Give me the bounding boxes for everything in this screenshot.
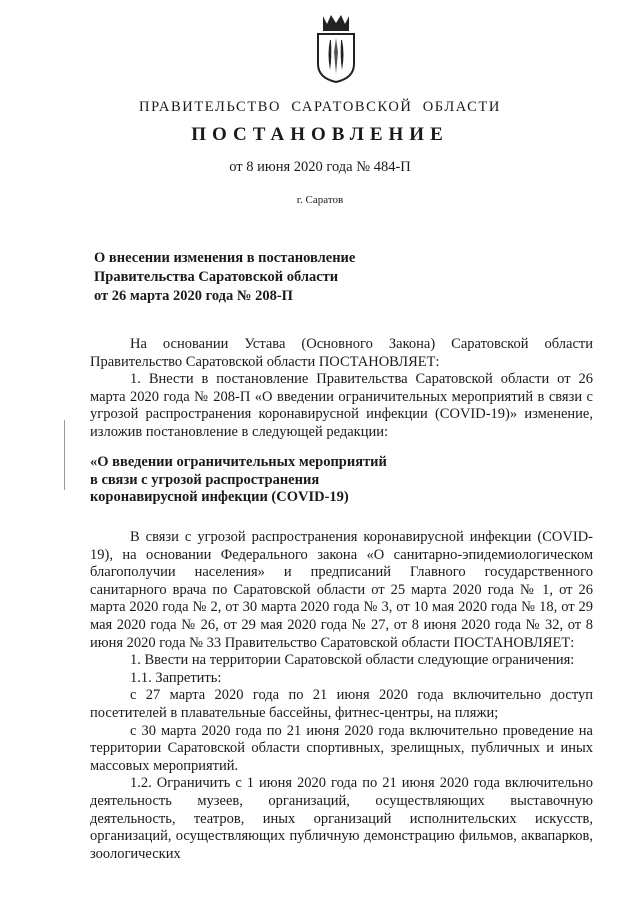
inner-title-line: в связи с угрозой распространения	[90, 471, 320, 488]
coat-of-arms-icon	[313, 12, 359, 84]
inner-title-line: «О введении ограничительных мероприятий	[90, 454, 387, 470]
main-text-block	[90, 529, 593, 863]
paragraph: На основании Устава (Основного Закона) Саратовской области Правительство Саратовской области ПОСТАНОВЛЯЕТ:	[90, 336, 593, 370]
subject-line: Правительства Саратовской области	[94, 269, 339, 285]
margin-mark	[64, 420, 65, 490]
paragraph: 1.2. Ограничить с 1 июня 2020 года по 21 июня 2020 года включительно деятельность музеев, организаций, осуществляющих выставочную деятельность, театров, иных организаций исполнительских искусств, организаций, осуществляющих публичную демонстрацию фильмов, аквапарков, зоологических	[90, 775, 593, 862]
subject-line: О внесении изменения в постановление	[94, 250, 356, 266]
paragraph: В связи с угрозой распространения коронавирусной инфекции (COVID-19), на основании Федерального закона «О санитарно-эпидемиологическом благополучии населения» и предписаний Главного государственного санитарного врача по Саратовской области от 25 марта 2020 года № 1, от 26 марта 2020 года № 2, от 30 марта 2020 года № 3, от 10 мая 2020 года № 18, от 29 мая 2020 года № 26, от 29 мая 2020 года № 27, от 8 июня 2020 года № 32, от 8 июня 2020 года № 33 Правительство Саратовской области ПОСТАНОВЛЯЕТ:	[90, 529, 593, 651]
document-subject	[94, 249, 514, 306]
document-city: г. Саратов	[296, 194, 344, 206]
organization-name: ПРАВИТЕЛЬСТВО САРАТОВСКОЙ ОБЛАСТИ	[139, 99, 501, 115]
document-type: ПОСТАНОВЛЕНИЕ	[191, 124, 449, 145]
inner-title	[90, 454, 510, 507]
paragraph: 1. Ввести на территории Саратовской области следующие ограничения:	[130, 652, 575, 669]
document-date-number: от 8 июня 2020 года № 484-П	[229, 159, 411, 175]
paragraph: с 27 марта 2020 года по 21 июня 2020 года включительно доступ посетителей в плавательные бассейны, фитнес-центры, на пляжи;	[90, 687, 593, 721]
subject-line: от 26 марта 2020 года № 208-П	[94, 288, 293, 304]
paragraph: 1. Внести в постановление Правительства Саратовской области от 26 марта 2020 года № 208-П «О введении ограничительных мероприятий в связи с угрозой распространения коронавирусной инфекции (COVID-19)» изменение, изложив постановление в следующей редакции:	[90, 371, 593, 440]
paragraph: 1.1. Запретить:	[130, 669, 222, 686]
inner-title-line: коронавирусной инфекции (COVID-19)	[90, 489, 349, 505]
paragraph: с 30 марта 2020 года по 21 июня 2020 года включительно проведение на территории Саратовской области спортивных, зрелищных, публичных и иных массовых мероприятий.	[90, 722, 593, 774]
intro-block	[90, 336, 593, 442]
